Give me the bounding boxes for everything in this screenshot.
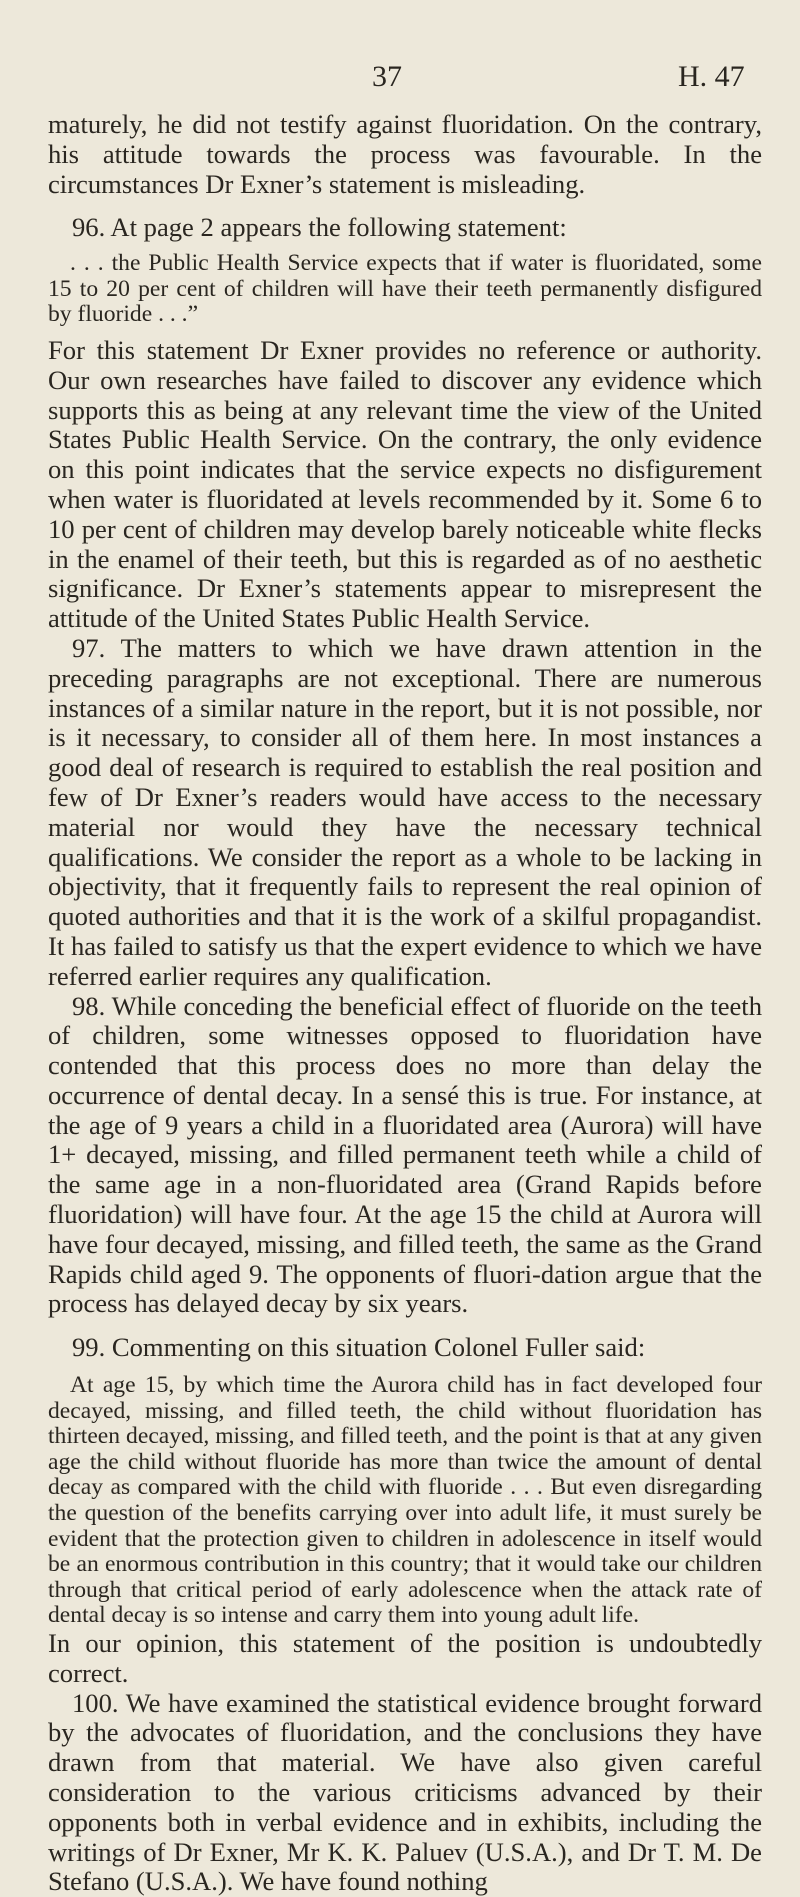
page-header — [0, 60, 800, 94]
paragraph-96-body: For this statement Dr Exner provides no reference or authority. Our own researches have failed to discover any evidence which supports this as being at any relevant time the view of the United States Public Health Service. On the contrary, the only evidence on this point indicates that the service expects no disfigurement when water is fluoridated at levels recommended by it. Some 6 to 10 per cent of children may develop barely noticeable white flecks in the enamel of their teeth, but this is regarded as of no aesthetic significance. Dr Exner’s statements appear to misrepresent the attitude of the United States Public Health Service. — [48, 334, 762, 634]
document-body — [48, 110, 762, 1897]
paragraph-100: 100. We have examined the statistical evidence brought forward by the advocates of fluoridation, and the conclusions they have drawn from that material. We have also given careful consideration to the various criticisms advanced by their opponents both in verbal evidence and in exhibits, including the writings of Dr Exner, Mr K. K. Paluev (U.S.A.), and Dr T. M. De Stefano (U.S.A.). We have found nothing — [48, 1687, 762, 1897]
paragraph-97: 97. The matters to which we have drawn attention in the preceding paragraphs are not exceptional. There are numerous instances of a similar nature in the report, but it is not possible, nor is it necessary, to consider all of them here. In most instances a good deal of research is required to establish the real position and few of Dr Exner’s readers would have access to the necessary material nor would they have the necessary technical qualifications. We consider the report as a whole to be lacking in objectivity, that it frequently fails to represent the real opinion of quoted authorities and that it is the work of a skilful propagandist. It has failed to satisfy us that the expert evidence to which we have referred earlier requires any qualification. — [48, 632, 762, 991]
paragraph-99-intro: 99. Commenting on this situation Colonel Fuller said: — [72, 1332, 646, 1363]
paragraph-99-quote: At age 15, by which time the Aurora child has in fact developed four decayed, missing, and filled teeth, the child without fluoridation has thirteen decayed, missing, and filled teeth, and the point is that at any given age the child without fluoride has more than twice the amount of dental decay as compared with the child with fluoride . . . But even disregarding the question of the benefits carrying over into adult life, it must surely be evident that the protection given to children in adolescence in itself would be an enormous contribution in this country; that it would take our children through that critical period of early adolescence when the attack rate of dental decay is so intense and carry them into young adult life. — [48, 1372, 762, 1629]
paragraph-95-continuation: maturely, he did not testify against fluoridation. On the contrary, his attitude towards the process was favourable. In the circumstances Dr Exner’s statement is misleading. — [48, 109, 762, 199]
paragraph-96-quote: . . . the Public Health Service expects that if water is fluoridated, some 15 to 20 per cent of children will have their teeth permanently disfigured by fluoride . . .” — [48, 250, 762, 328]
page-number: 37 — [372, 60, 402, 93]
report-reference: H. 47 — [678, 60, 745, 93]
paragraph-96-intro: 96. At page 2 appears the following statement: — [72, 212, 567, 243]
paragraph-98: 98. While conceding the beneficial effect of fluoride on the teeth of children, some witnesses opposed to fluoridation have contended that this process does no more than delay the occurrence of dental decay. In a sensé this is true. For instance, at the age of 9 years a child in a fluoridated area (Aurora) will have 1+ decayed, missing, and filled permanent teeth while a child of the same age in a non-fluoridated area (Grand Rapids before fluoridation) will have four. At the age 15 the child at Aurora will have four decayed, missing, and filled teeth, the same as the Grand Rapids child aged 9. The opponents of fluori-dation argue that the process has delayed decay by six years. — [48, 990, 762, 1319]
paragraph-99-body: In our opinion, this statement of the position is undoubtedly correct. — [48, 1628, 762, 1688]
